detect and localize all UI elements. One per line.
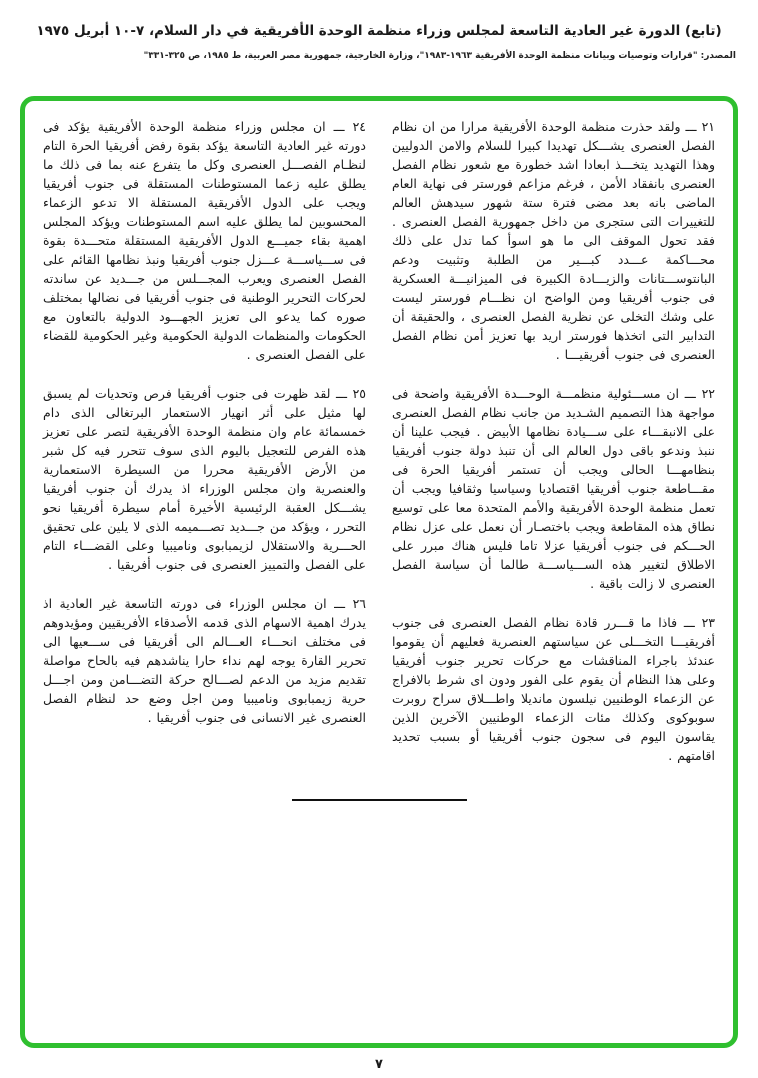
paragraph-21: ٢١ ـــ ولقد حذرت منظمة الوحدة الأفريقية مرارا من ان نظام الفصل العنصرى يشـــكل تهديدا كبيرا للسلام والامن الدوليين وهذا التهديد يتخـــذ ابعادا اشد خطورة مع شعور نظام الفصل العنصرى بانفقاد الأمن ، فرغم مزاعم فورستر فى نهاية العام الماضى بانه بعد مضى فترة ستة شهور سيدهش العالم للتغييرات التى ستجرى من داخل جمهورية الفصل العنصرى . فقد تحول الموقف الى ما هو اسوأ كما تدل على ذلك محـــاكمة عـــدد كبـــير من الطلبة وتثبيت ودعم البانتوســـتانات والزيـــادة الكبيرة فى الميزانيـــة العسكرية فى جنوب أفريقيا ومن الواضح ان نظـــام فورستر ليست على وشك التخلى عن نظرية الفصل العنصرى ، والحقيقة أن التدابير التى اتخذها فورستر اريد بها تعزيز أمن نظام الفصل العنصرى فى جنوب أفريقيـــا . bbox=[392, 119, 715, 362]
page-footer bbox=[0, 1053, 758, 1072]
page-number: ٧ bbox=[375, 1057, 383, 1072]
source-line: المصدر: "قرارات وتوصيات وبيانات منظمة الوحدة الأفريقية ١٩٦٣-١٩٨٣"، وزارة الخارجية، جمهورية مصر العربية، ط ١٩٨٥، ص ٣٢٥-٣٣١" bbox=[143, 50, 736, 61]
paragraph-22: ٢٢ ـــ ان مســـئولية منظمـــة الوحـــدة الأفريقية واضحة فى مواجهة هذا التصميم الشـديد من جانب نظام الفصل العنصرى على الانبقـــاء على ســـيادة نظامها الأبيض . فيجب علينا أن ننبذ وندعو باقى دول العالم الى أن تنبذ دولة جنوب أفريقيا بنظامهـــا الحالى ويجب أن تستمر أفريقيا الحرة فى مقـــاطعة جنوب أفريقيا اقتصاديا وسياسيا وثقافيا ويجب أن تعمل منظمة الوحدة الأفريقية والأمم المتحدة معا على توسيع نطاق هذه المقاطعة ويجب باختصـار أن نعمل على عزل نظام الحـــكم فى جنوب أفريقيا عزلا تاما فليس هناك مبرر على الاطلاق لتغيير هذه الســـياســـة طالما أن سياسة الفصل العنصرى لا زالت باقية . bbox=[392, 386, 715, 591]
page-header bbox=[0, 0, 758, 62]
paragraph-26: ٢٦ ـــ ان مجلس الوزراء فى دورته التاسعة غير العادية اذ يدرك اهمية الاسهام الذى قدمه الأصدقاء الأفريقيين ومؤيدوهم فى مختلف انحـــاء العـــالم الى أفريقيا فى ســـعيها الى تحرير القارة يوجه لهم نداء حارا يناشدهم فيه بالحاح مواصلة تقديم مزيد من الدعم لصـــالح حركة التضـــامن ومن اجـــل حرية زيمبابوى وناميبيا ومن اجل وضع حد لنظام الفصل العنصرى غير الانسانى فى جنوب أفريقيا . bbox=[43, 596, 366, 725]
column-right bbox=[392, 117, 715, 785]
paragraph-25: ٢٥ ـــ لقد ظهرت فى جنوب أفريقيا فرص وتحديات لم يسبق لها مثيل على أثر انهيار الاستعمار البرتغالى الذى دام خمسمائة عام وان منظمة الوحدة الأفريقية لتصر على تعزيز هذه الفرص للتعجيل باليوم الذى سوف تتحرر فيه كل شبر من الأرض الأفريقية محررا من السيطرة الاستعمارية والعنصرية وان مجلس الوزراء اذ يدرك أن جنوب أفريقيا يشـــكل العقبة الرئيسية الأخيرة أمام سيطرة أفريقيا نحو التحرر ، ويؤكد من جـــديد تصـــميمه الذى لا يلين على تحقيق الحـــرية والاستقلال لزيمبابوى وناميبيا وعلى القضـــاء التام على الفصل والتمييز العنصرى فى جنوب أفريقيا . bbox=[43, 386, 366, 572]
end-divider bbox=[292, 799, 467, 801]
paragraph-23: ٢٣ ـــ فاذا ما قـــرر قادة نظام الفصل العنصرى فى جنوب أفريقيـــا التخـــلى عن سياستهم العنصرية فعليهم أن يقوموا عندئذ باجراء المناقشات مع حركات تحرير جنوب أفريقيا وعلى هذا النظام أن يقوم على الفور ودون اى شرط بالافراج عن الزعماء الوطنيين نيلسون مانديلا واطـــلاق سراح روبرت سوبوكوى وكذلك مئات الزعماء الوطنيين الآخرين الذين يقاسون اليوم فى سجون جنوب أفريقيا أو بسبب تحديد اقامتهم . bbox=[392, 615, 715, 763]
text-columns bbox=[43, 117, 715, 785]
content-frame bbox=[20, 96, 738, 1048]
document-title: (تابع) الدورة غير العادية التاسعة لمجلس وزراء منظمة الوحدة الأفريقية في دار السلام، ٧-١٠ أبريل ١٩٧٥ bbox=[36, 23, 722, 39]
paragraph-24: ٢٤ ـــ ان مجلس وزراء منظمة الوحدة الأفريقية يؤكد فى دورته غير العادية التاسعة يؤكد بقوة رفض أفريقيا الحرة التام لنظـام الفصـــل العنصرى وكل ما يتفرع عنه بما فى ذلك ما يطلق عليه زعما المستوطنات المستقلة فى جنوب أفريقيا ويجب على الدول الأفريقية المستقلة الا تدعو الزعماء المحسوبين لما يطلق عليه اسم المستوطنات ويؤكد المجلس اهمية بقاء جميـــع الدول الأفريقية المستقلة متحـــدة بقوة فى ســـياســـة عـــزل جنوب أفريقيا ونبذ نظامها القائم على الفصل العنصرى ويعرب المجـــلس من جـــديد عن ساندته لحركات التحرير الوطنية فى جنوب أفريقيا فى نضالها بمختلف صوره كما يدعو الى تعزيز الجهـــود الدولية بالتعاون مع الحكومات والمنظمات الدولية الحكومية وغير الحكومية للقضاء على الفصل العنصرى . bbox=[43, 119, 366, 362]
column-left bbox=[43, 117, 366, 785]
